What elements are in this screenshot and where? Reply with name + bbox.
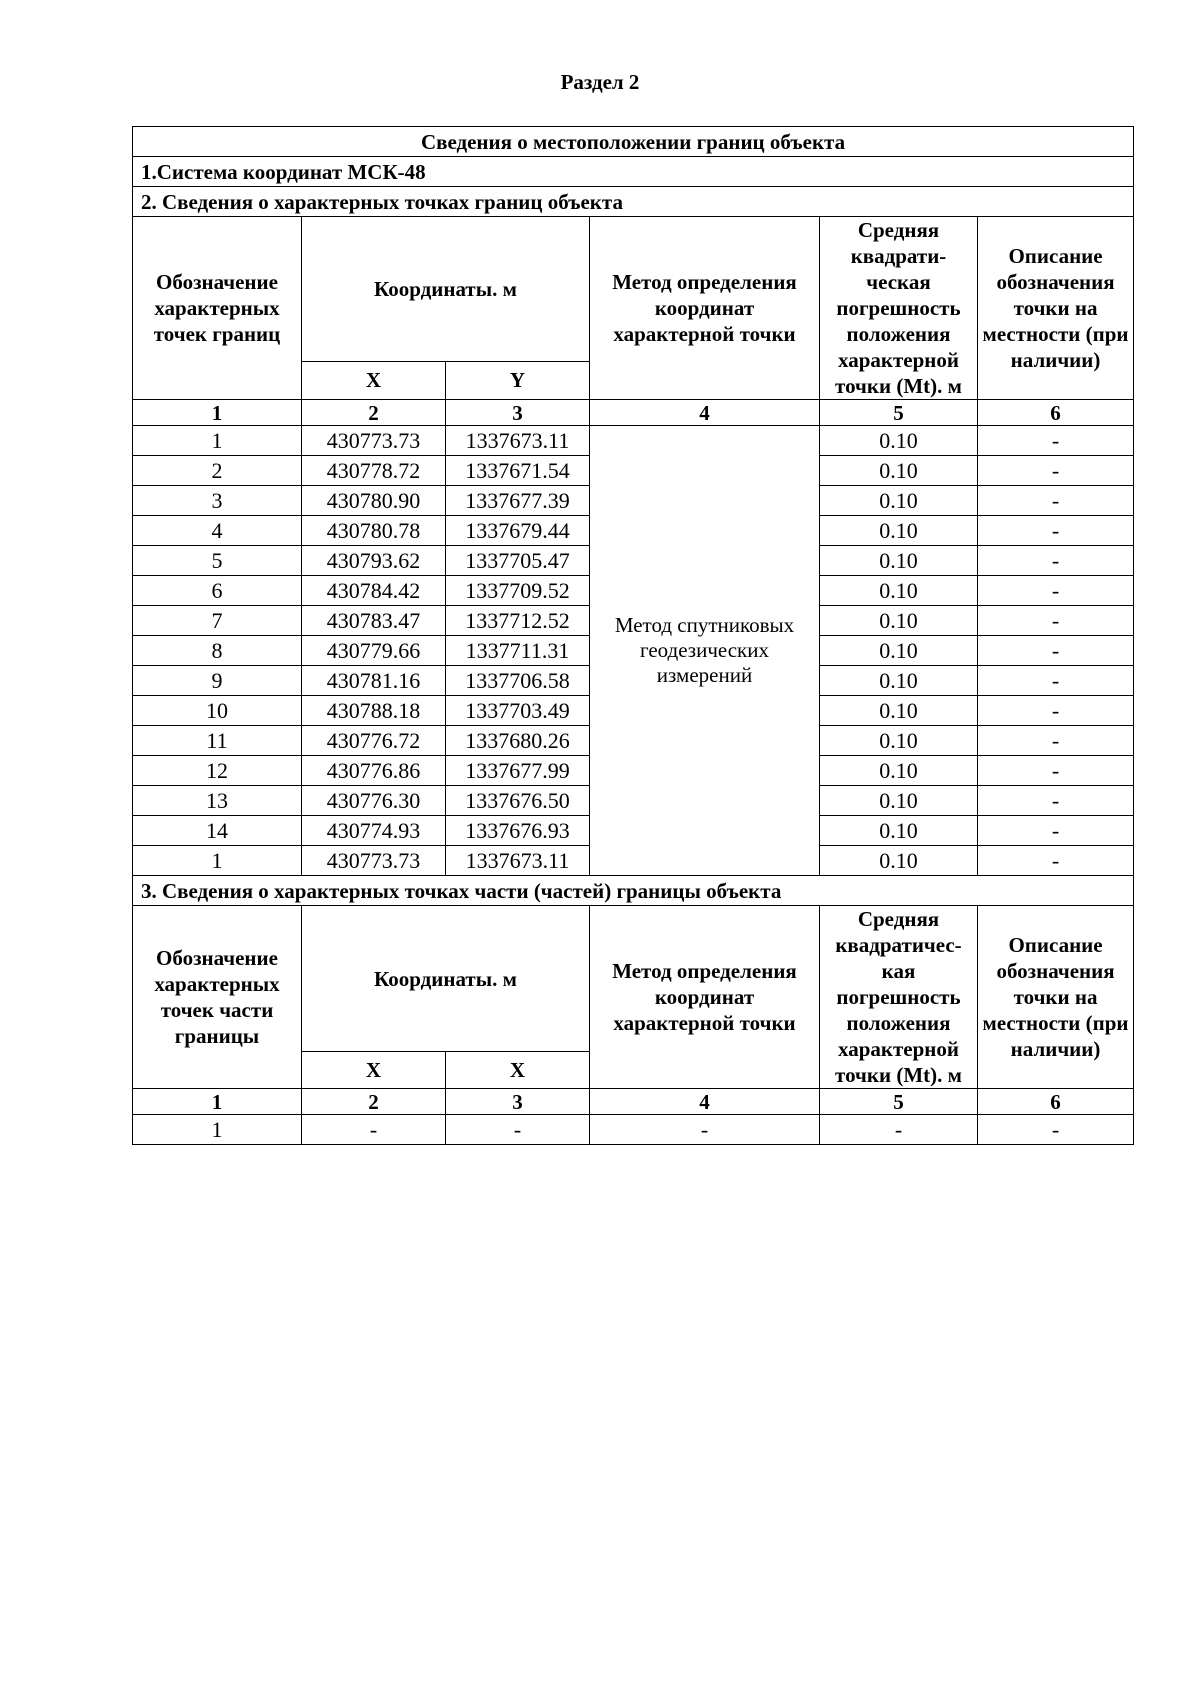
- s3-header-error: Средняя квадратичес- кая погрешность положения характерной точки (Mt). м: [820, 906, 978, 1089]
- s3-header-description: Описание обозначения точки на местности (при наличии): [978, 906, 1134, 1089]
- table-row: 13 430776.30 1337676.50 0.10 -: [133, 786, 1134, 816]
- s2-header-y: Y: [446, 361, 590, 399]
- s2-header-x: X: [302, 361, 446, 399]
- table-row: 12 430776.86 1337677.99 0.10 -: [133, 756, 1134, 786]
- table-row: 6 430784.42 1337709.52 0.10 -: [133, 576, 1134, 606]
- table-row: 5 430793.62 1337705.47 0.10 -: [133, 546, 1134, 576]
- section2-title: 2. Сведения о характерных точках границ объекта: [133, 187, 1134, 217]
- s3-header-point: Обозначение характерных точек части границы: [133, 906, 302, 1089]
- table-row: 11 430776.72 1337680.26 0.10 -: [133, 726, 1134, 756]
- s3-header-y: X: [446, 1052, 590, 1089]
- table-row: 2 430778.72 1337671.54 0.10 -: [133, 456, 1134, 486]
- table-row: 3 430780.90 1337677.39 0.10 -: [133, 486, 1134, 516]
- s2-header-coords: Координаты. м: [302, 217, 590, 362]
- method-cell: Метод спутниковых геодезических измерений: [590, 426, 820, 876]
- section3-title: 3. Сведения о характерных точках части (частей) границы объекта: [133, 876, 1134, 906]
- table-row: 8 430779.66 1337711.31 0.10 -: [133, 636, 1134, 666]
- table-title: Сведения о местоположении границ объекта: [133, 127, 1134, 157]
- table-row: 7 430783.47 1337712.52 0.10 -: [133, 606, 1134, 636]
- table-row: 1 430773.73 1337673.11 0.10 -: [133, 846, 1134, 876]
- s2-header-description: Описание обозначения точки на местности (при наличии): [978, 217, 1134, 400]
- s2-header-error: Средняя квадрати- ческая погрешность положения характерной точки (Mt). м: [820, 217, 978, 400]
- table-row: 14 430774.93 1337676.93 0.10 -: [133, 816, 1134, 846]
- table-row: 4 430780.78 1337679.44 0.10 -: [133, 516, 1134, 546]
- boundary-table: [132, 126, 1134, 1145]
- s3-header-coords: Координаты. м: [302, 906, 590, 1052]
- s3-header-method: Метод определения координат характерной точки: [590, 906, 820, 1089]
- page-title: Раздел 2: [560, 70, 640, 94]
- s2-column-numbers: 1 2 3 4 5 6: [133, 400, 1134, 426]
- s3-header-x: X: [302, 1052, 446, 1089]
- s2-header-method: Метод определения координат характерной точки: [590, 217, 820, 400]
- s3-column-numbers: 1 2 3 4 5 6: [133, 1089, 1134, 1115]
- table-row: 1 - - - - -: [133, 1115, 1134, 1145]
- table-row: 10 430788.18 1337703.49 0.10 -: [133, 696, 1134, 726]
- s2-header-point: Обозначение характерных точек границ: [133, 217, 302, 400]
- table-row: 1 430773.73 1337673.11 Метод спутниковых геодезических измерений 0.10 -: [133, 426, 1134, 456]
- table-row: 9 430781.16 1337706.58 0.10 -: [133, 666, 1134, 696]
- coord-system: 1.Система координат МСК-48: [133, 157, 1134, 187]
